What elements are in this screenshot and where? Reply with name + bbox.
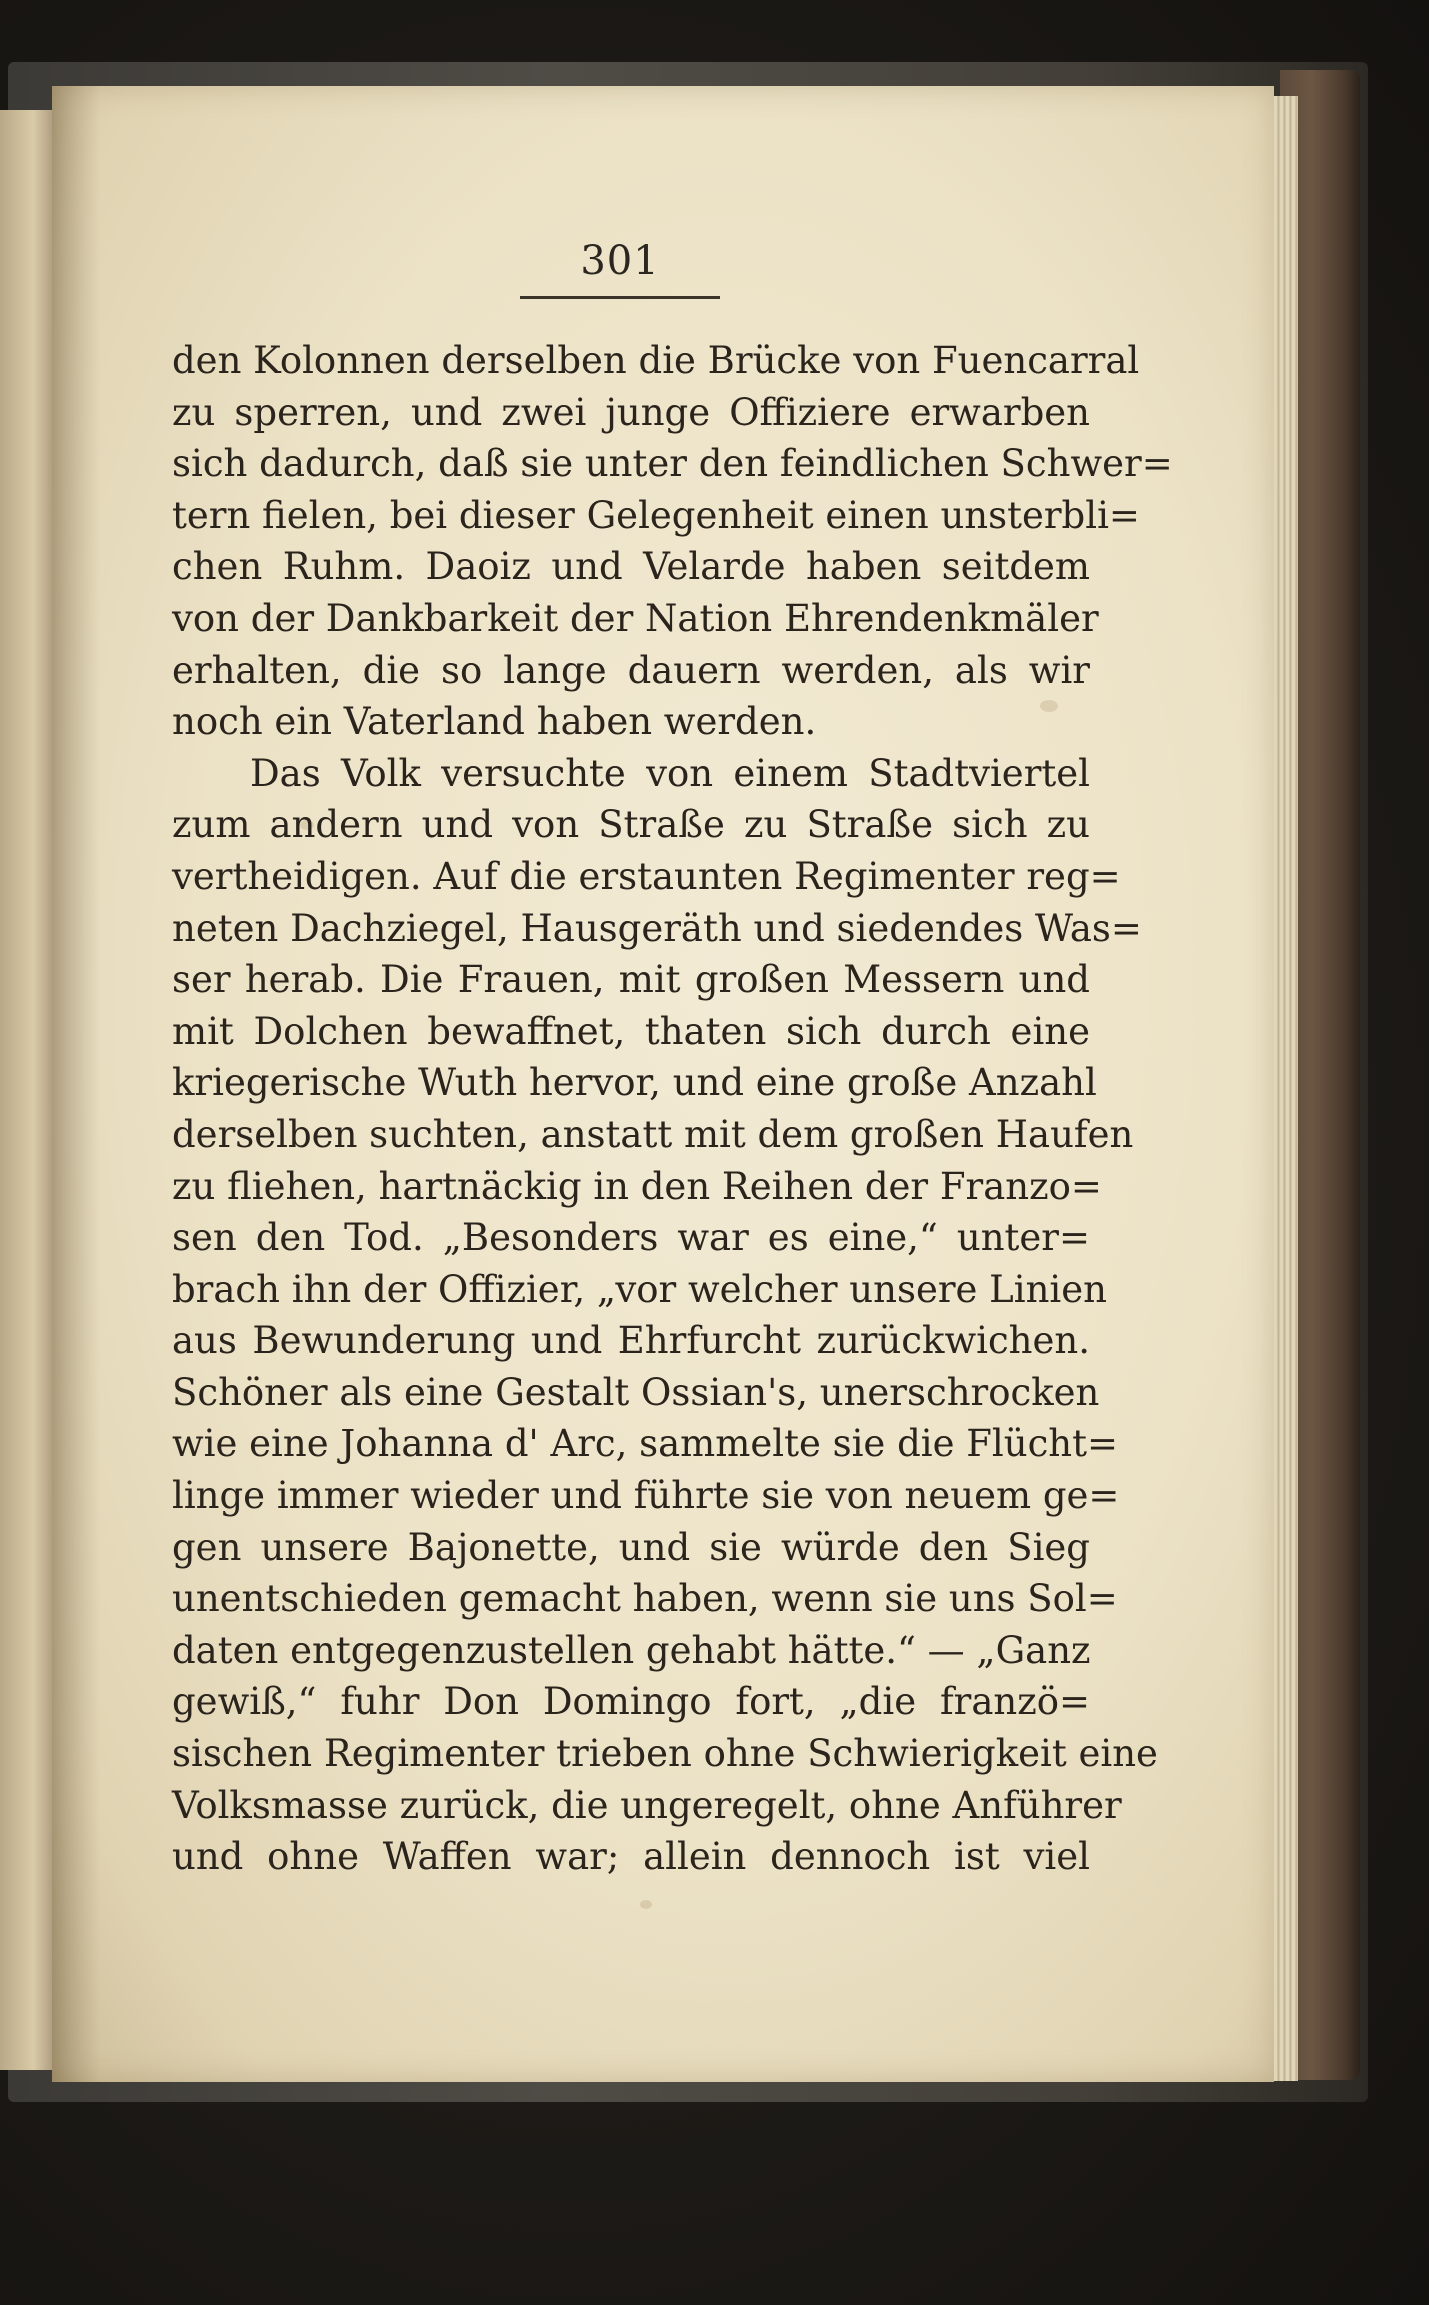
text-line: linge immer wieder und führte sie von neuem ge= [172,1474,1120,1518]
gutter-shadow [52,86,100,2082]
text-line: tern fielen, bei dieser Gelegenheit einen unsterbli= [172,493,1140,537]
facing-page-edge [0,110,56,2070]
text-line: Schöner als eine Gestalt Ossian's, unerschrocken [172,1370,1100,1414]
header-rule [520,296,720,299]
text-line: sischen Regimenter trieben ohne Schwierigkeit eine [172,1732,1158,1776]
text-line: von der Dankbarkeit der Nation Ehrendenkmäler [172,596,1099,640]
text-line: aus Bewunderung und Ehrfurcht zurückwichen. [172,1319,1090,1363]
text-line: gen unsere Bajonette, und sie würde den Sieg [172,1525,1090,1569]
body-text [172,335,1173,1883]
text-line: ser herab. Die Frauen, mit großen Messern und [172,958,1090,1002]
text-line: Volksmasse zurück, die ungeregelt, ohne Anführer [172,1783,1122,1827]
text-line: noch ein Vaterland haben werden. [172,700,817,744]
text-line: daten entgegenzustellen gehabt hätte.“ — „Ganz [172,1628,1091,1672]
text-line: zum andern und von Straße zu Straße sich zu [172,803,1090,847]
text-line: chen Ruhm. Daoiz und Velarde haben seitdem [172,545,1090,589]
text-line: sen den Tod. „Besonders war es eine,“ unter= [172,1216,1090,1260]
text-line: Das Volk versuchte von einem Stadtviertel [250,751,1090,795]
text-line: und ohne Waffen war; allein dennoch ist viel [172,1835,1090,1879]
text-line: mit Dolchen bewaffnet, thaten sich durch eine [172,1009,1090,1053]
text-line: neten Dachziegel, Hausgeräth und siedendes Was= [172,906,1142,950]
text-line: zu fliehen, hartnäckig in den Reihen der Franzo= [172,1164,1102,1208]
text-line: vertheidigen. Auf die erstaunten Regimenter reg= [172,854,1121,898]
text-line: unentschieden gemacht haben, wenn sie uns Sol= [172,1577,1118,1621]
text-line: erhalten, die so lange dauern werden, als wir [172,648,1090,692]
text-line: wie eine Johanna d' Arc, sammelte sie die Flücht= [172,1422,1119,1466]
text-line: zu sperren, und zwei junge Offiziere erwarben [172,390,1090,434]
text-line: sich dadurch, daß sie unter den feindlichen Schwer= [172,442,1173,486]
text-line: brach ihn der Offizier, „vor welcher unsere Linien [172,1267,1107,1311]
text-line: derselben suchten, anstatt mit dem großen Haufen [172,1112,1134,1156]
text-line: gewiß,“ fuhr Don Domingo fort, „die franzö= [172,1680,1090,1724]
text-line: kriegerische Wuth hervor, und eine große Anzahl [172,1061,1097,1105]
page-number: 301 [580,238,660,284]
text-line: den Kolonnen derselben die Brücke von Fuencarral [172,339,1140,382]
